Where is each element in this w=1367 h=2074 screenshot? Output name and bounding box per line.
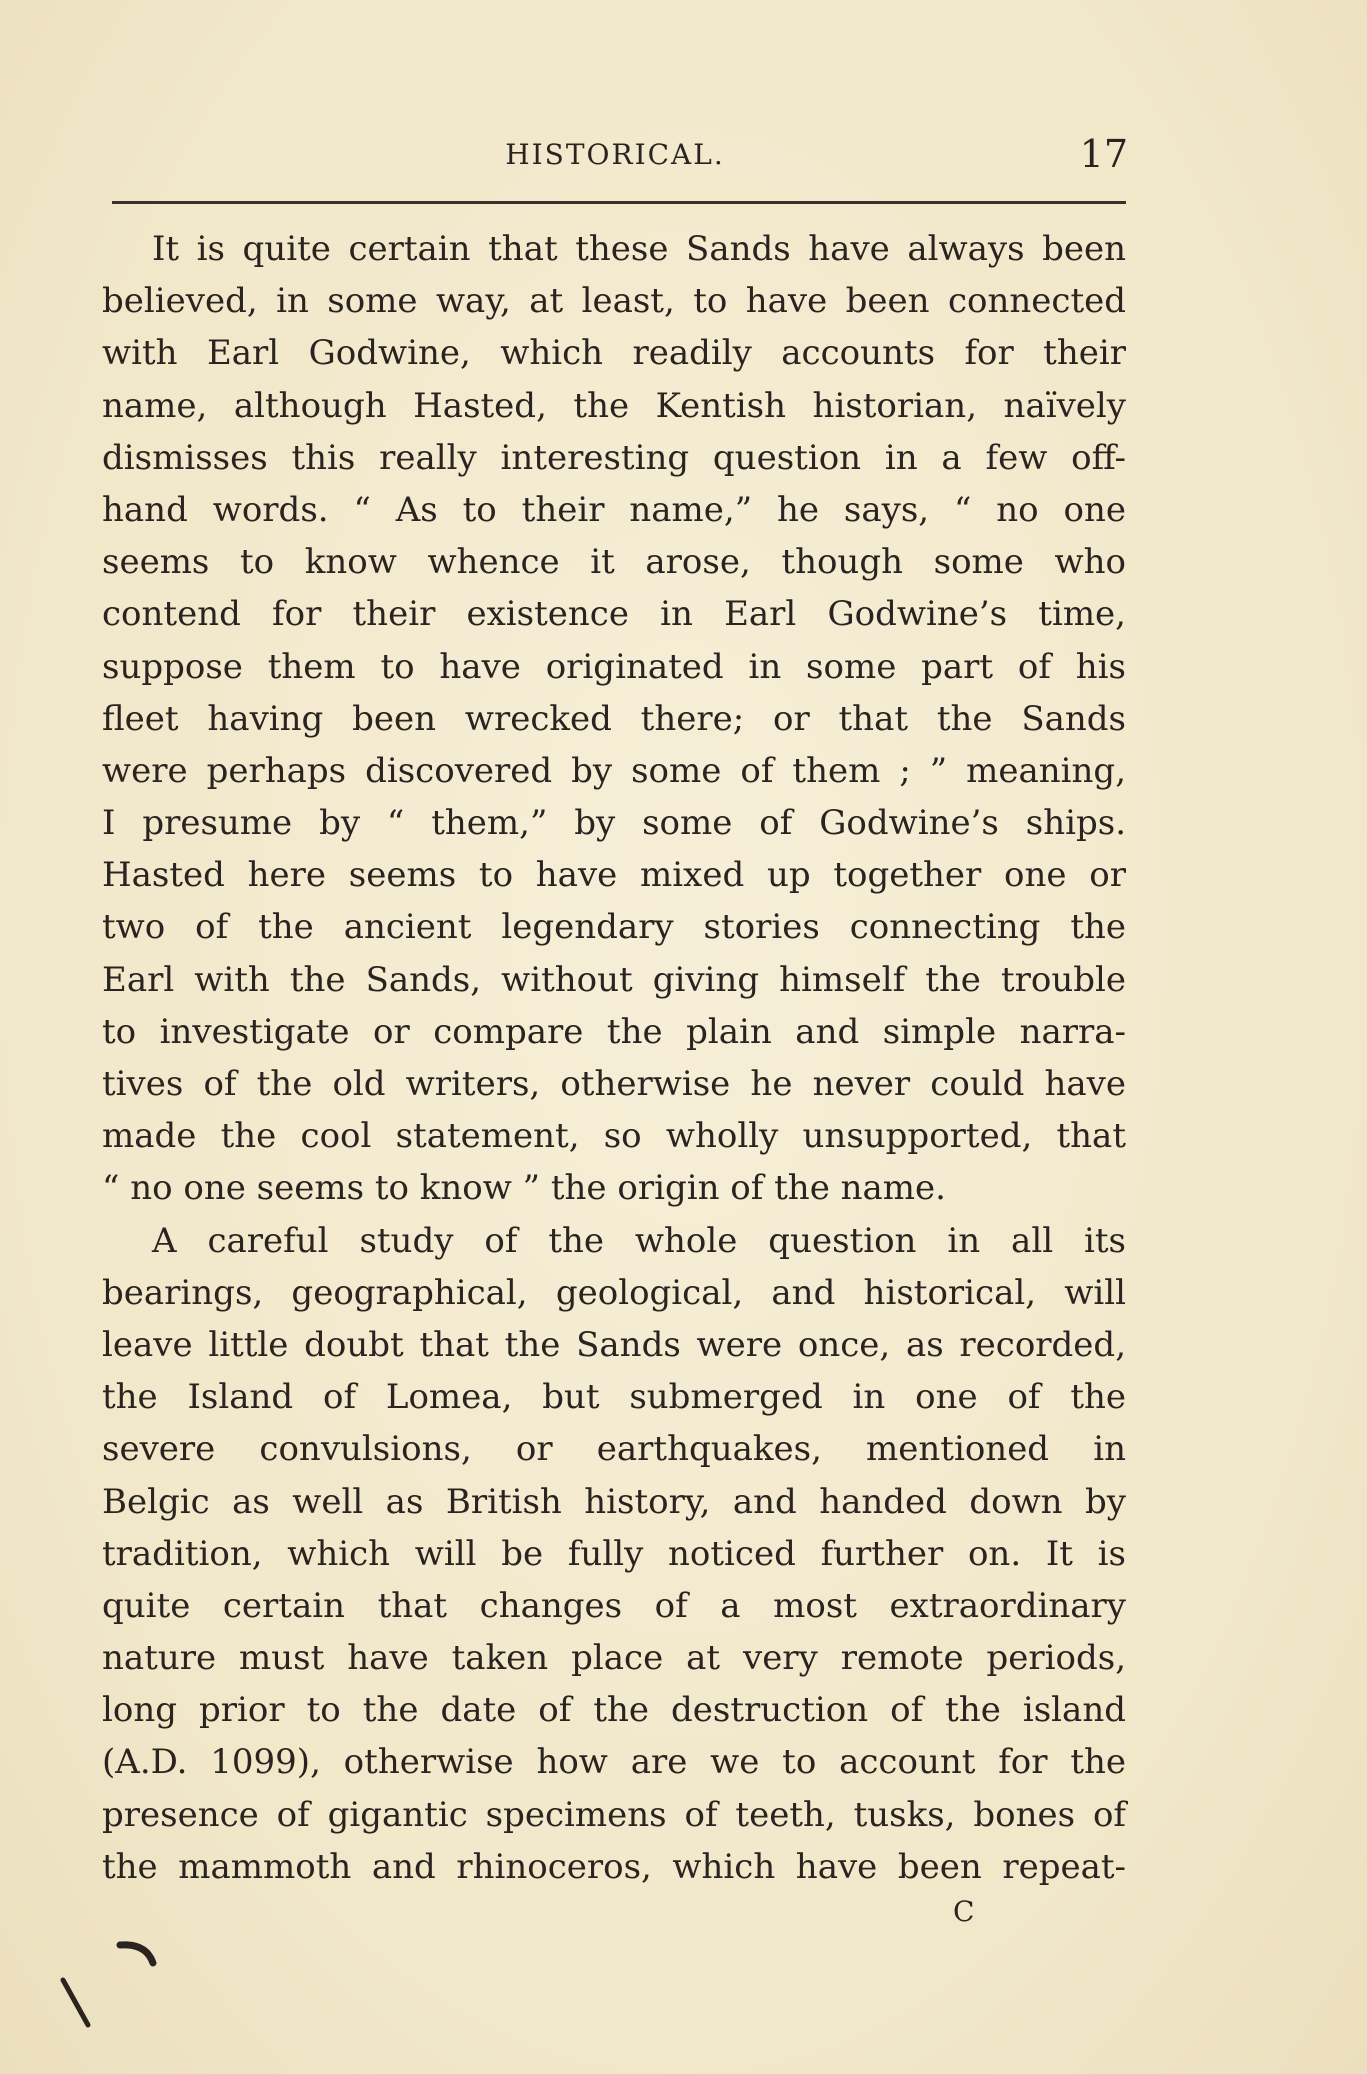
text-line: dismisses this really interesting question in a few off- [102, 437, 1126, 478]
signature-mark: C [953, 1895, 975, 1928]
text-line: tradition, which will be fully noticed further on. It is [102, 1533, 1126, 1574]
body-text [102, 223, 1126, 1893]
text-line: were perhaps discovered by some of them ; ” meaning, [102, 750, 1126, 791]
text-line: leave little doubt that the Sands were once, as recorded, [102, 1324, 1126, 1365]
text-line: to investigate or compare the plain and simple narra- [102, 1011, 1126, 1052]
text-line: severe convulsions, or earthquakes, mentioned in [102, 1429, 1126, 1470]
text-line: believed, in some way, at least, to have been connected [102, 281, 1126, 322]
pencil-mark-icon [58, 1935, 168, 2035]
text-line: Belgic as well as British history, and handed down by [102, 1481, 1126, 1522]
text-line: long prior to the date of the destruction of the island [102, 1690, 1126, 1731]
page-header [102, 132, 1128, 180]
text-line: Hasted here seems to have mixed up together one or [102, 855, 1126, 896]
header-rule [112, 201, 1126, 204]
text-line: presence of gigantic specimens of teeth, tusks, bones of [102, 1794, 1126, 1835]
page-number: 17 [1079, 132, 1128, 176]
text-line: hand words. “ As to their name,” he says, “ no one [102, 489, 1126, 530]
text-line: suppose them to have originated in some part of his [102, 646, 1126, 687]
text-line: nature must have taken place at very remote periods, [102, 1638, 1126, 1679]
text-line: made the cool statement, so wholly unsupported, that [102, 1116, 1126, 1157]
text-line: fleet having been wrecked there; or that the Sands [102, 698, 1126, 739]
text-line: A careful study of the whole question in all its [152, 1220, 1126, 1261]
text-line: tives of the old writers, otherwise he never could have [102, 1064, 1126, 1104]
text-line: Earl with the Sands, without giving himself the trouble [102, 959, 1126, 1000]
text-line: two of the ancient legendary stories connecting the [102, 907, 1126, 948]
text-line: quite certain that changes of a most extraordinary [102, 1585, 1126, 1626]
text-line: with Earl Godwine, which readily accounts for their [102, 333, 1126, 374]
text-line: seems to know whence it arose, though some who [102, 542, 1126, 583]
text-line: It is quite certain that these Sands have always been [152, 229, 1126, 269]
text-line: I presume by “ them,” by some of Godwine’s ships. [102, 803, 1126, 844]
text-line: (A.D. 1099), otherwise how are we to account for the [102, 1742, 1126, 1783]
text-line: the Island of Lomea, but submerged in one of the [102, 1377, 1126, 1418]
running-head: HISTORICAL. [505, 138, 725, 171]
text-line: “ no one seems to know ” the origin of the name. [102, 1168, 946, 1209]
text-line: contend for their existence in Earl Godwine’s time, [102, 594, 1126, 635]
text-line: the mammoth and rhinoceros, which have been repeat- [102, 1846, 1126, 1887]
text-line: bearings, geographical, geological, and historical, will [102, 1272, 1126, 1313]
text-line: name, although Hasted, the Kentish historian, naïvely [102, 385, 1126, 426]
